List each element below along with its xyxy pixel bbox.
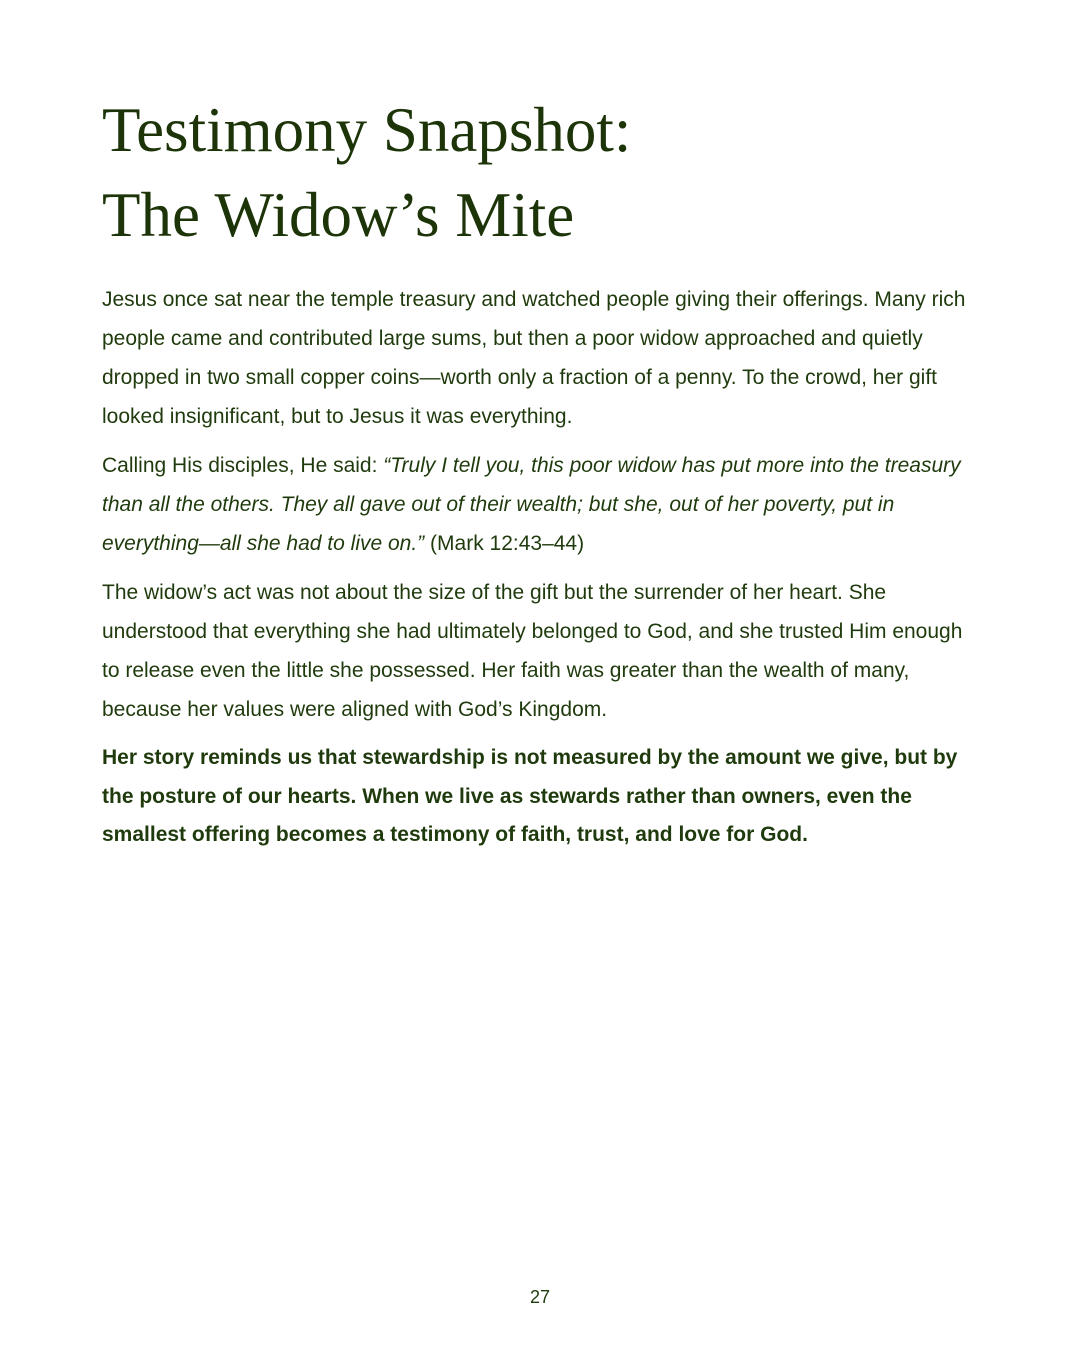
scripture-intro: Calling His disciples, He said: [102, 454, 378, 477]
reflection-paragraph: The widow’s act was not about the size of the gift but the surrender of her heart. She understood that everything she had ultimately belonged to God, and she trusted Him enough to release even the little she possessed. Her faith was greater than the wealth of many, because her values were aligned with God’s Kingdom. [102, 581, 963, 721]
scripture-paragraph [102, 446, 982, 563]
page-content [102, 88, 982, 865]
scripture-quote: “Truly I tell you, this poor widow has put more into the treasury than all the others. They all gave out of their wealth; but she, out of her poverty, put in everything—all she had to live on.” [102, 454, 961, 555]
page-title [102, 88, 982, 258]
intro-paragraph: Jesus once sat near the temple treasury and watched people giving their offerings. Many rich people came and contributed large sums, but then a poor widow approached and quietly dropped in two small copper coins—worth only a fraction of a penny. To the crowd, her gift looked insignificant, but to Jesus it was everything. [102, 288, 966, 428]
takeaway-paragraph: Her story reminds us that stewardship is not measured by the amount we give, but by the posture of our hearts. When we live as stewards rather than owners, even the smallest offering becomes a testimony of faith, trust, and love for God. [102, 746, 958, 846]
page-title-line-2: The Widow’s Mite [102, 180, 575, 250]
page-title-line-1: Testimony Snapshot: [102, 95, 632, 165]
page-number: 27 [529, 1287, 551, 1307]
scripture-reference: (Mark 12:43–44) [430, 532, 585, 555]
